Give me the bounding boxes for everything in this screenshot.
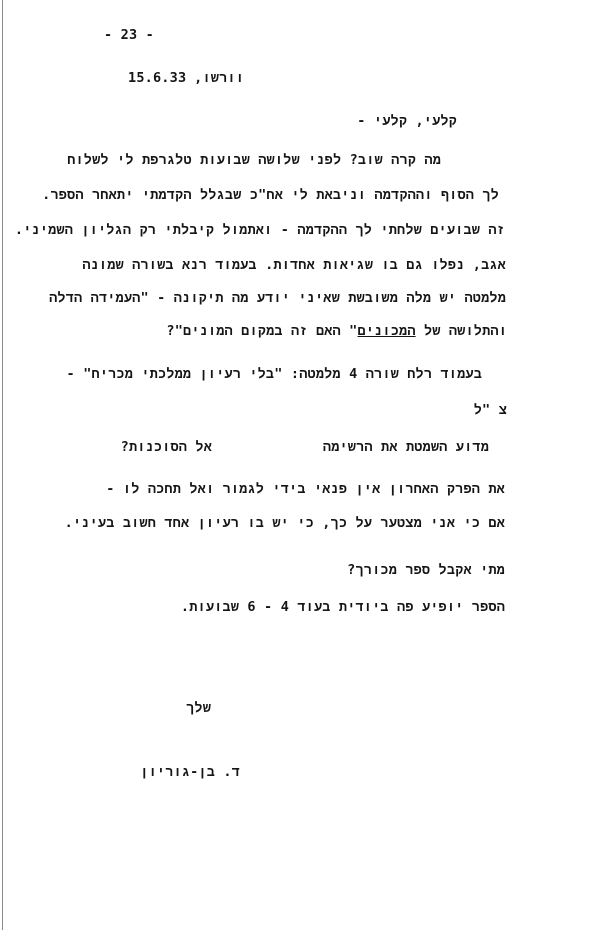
paragraph2-line: בעמוד רלח שורה 4 מלמטה: "בלי רעיון ממלכתי מכריח" - bbox=[66, 366, 482, 382]
signature: ד. בן-גוריון bbox=[140, 764, 240, 780]
paragraph1-line: זה שבועים שלחתי לך ההקדמה - ואתמול קיבלתי רק הגליון השמיני. bbox=[14, 222, 505, 238]
paragraph1-line: מלמטה יש מלה משובשת שאיני יודע מה תיקונה - "העמידה הדלה bbox=[49, 290, 506, 306]
underlined-word: המכונים bbox=[357, 323, 416, 339]
question1-right: מדוע השמטת את הרשימה bbox=[322, 439, 489, 455]
closing: שלך bbox=[186, 700, 211, 716]
page-edge-line bbox=[2, 0, 3, 930]
question1-left: אל הסוכנות? bbox=[120, 439, 212, 455]
paragraph1-line: לך הסוף וההקדמה וניבאת לי אח"כ שבגלל הקדמתי יתאחר הספר. bbox=[42, 187, 499, 203]
paragraph1-line: מה קרה שוב? לפני שלושה שבועות טלגרפת לי לשלוח bbox=[67, 152, 441, 168]
paragraph1-last-line bbox=[166, 323, 507, 339]
question2: מתי אקבל ספר מכורך? bbox=[347, 562, 505, 578]
paragraph2-correction: צ "ל bbox=[473, 402, 507, 418]
paragraph1-last-suffix: " האם זה במקום המונים"? bbox=[166, 323, 358, 339]
page-number: - 23 - bbox=[104, 27, 154, 43]
paragraph1-line: אגב, נפלו גם בו שגיאות אחדות. בעמוד רנא בשורה שמונה bbox=[82, 257, 506, 273]
salutation: קלעי, קלעי - bbox=[357, 113, 457, 129]
paragraph3-line: את הפרק האחרון אין פנאי בידי לגמור ואל תחכה לו - bbox=[106, 481, 505, 497]
statement: הספר יופיע פה ביודית בעוד 4 - 6 שבועות. bbox=[180, 599, 505, 615]
letter-place: וורשו, bbox=[194, 70, 244, 86]
letter-date: 15.6.33 bbox=[128, 70, 187, 86]
paragraph3-line: אם כי אני מצטער על כך, כי יש בו רעיון אחד חשוב בעיני. bbox=[64, 515, 505, 531]
paragraph1-last-prefix: והתלושה של bbox=[415, 323, 507, 339]
